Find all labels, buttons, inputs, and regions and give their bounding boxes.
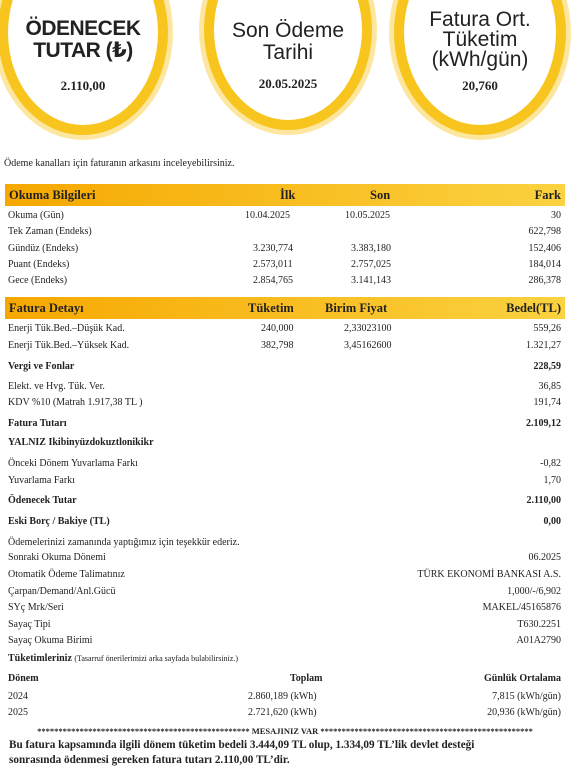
reading-label: Gece (Endeks): [8, 275, 68, 286]
invoice-item-cost: 559,26: [533, 323, 561, 334]
amount-in-words: YALNIZ Ikibinyüzdokuztlonikikr: [8, 437, 154, 448]
total-value: 2.860,189 (kWh): [248, 691, 317, 702]
amount-due-circle: [0, 0, 168, 135]
reading-last: 3.383,180: [351, 243, 391, 254]
payable-amount-label: Ödenecek Tutar: [8, 495, 77, 506]
invoice-total-label: Fatura Tutarı: [8, 418, 67, 429]
amount-due-value: 2.110,00: [60, 78, 106, 93]
info-row: [5, 618, 565, 634]
reading-row: [5, 274, 565, 290]
due-date-value: 20.05.2025: [258, 76, 318, 91]
reading-label: Tek Zaman (Endeks): [8, 226, 92, 237]
amount-in-words-row: [5, 436, 565, 452]
consumption-header: Tüketim: [248, 301, 294, 315]
info-value: MAKEL/45165876: [482, 602, 561, 613]
rounding-label: Yuvarlama Farkı: [8, 475, 75, 486]
reading-last-header: Son: [370, 188, 391, 202]
reading-first: 2.854,765: [253, 275, 293, 286]
old-debt-row: [5, 515, 565, 531]
info-label: SYç Mrk/Seri: [8, 602, 64, 613]
reading-info-title: Okuma Bilgileri: [9, 188, 96, 202]
consumption-title: Tüketimleriniz: [8, 653, 72, 664]
tax-item-value: 191,74: [533, 397, 561, 408]
info-row: [5, 585, 565, 601]
info-label: Sayaç Tipi: [8, 619, 51, 630]
message-line-2: sonrasında ödenmesi gereken fatura tutarı 2.110,00 TL’dir.: [9, 754, 290, 766]
info-row: [5, 634, 565, 650]
cost-header: Bedel(TL): [506, 301, 561, 315]
amount-due-title-line-1: ÖDENECEK: [25, 17, 141, 40]
info-value: TÜRK EKONOMİ BANKASI A.S.: [417, 569, 561, 580]
info-label: Otomatik Ödeme Talimatınız: [8, 569, 125, 580]
avg-consumption-title-line-2: Tüketim: [442, 28, 518, 51]
invoice-item-unit-price: 2,33023100: [344, 323, 392, 334]
consumption-row: [5, 706, 565, 722]
info-value: 06.2025: [528, 552, 561, 563]
info-value: 1,000/-/6,902: [507, 586, 561, 597]
info-row: [5, 551, 565, 567]
taxes-value: 228,59: [533, 361, 561, 372]
daily-avg-value: 7,815 (kWh/gün): [492, 691, 561, 702]
due-date-title: [214, 20, 362, 64]
rounding-row: [5, 474, 565, 490]
info-row: [5, 601, 565, 617]
invoice-total-row: [5, 417, 565, 433]
reading-diff: 286,378: [528, 275, 561, 286]
tax-item-value: 36,85: [538, 381, 561, 392]
total-header: Toplam: [290, 673, 323, 684]
reading-first: 10.04.2025: [245, 210, 290, 221]
reading-first: 2.573,011: [253, 259, 293, 270]
reading-diff: 622,798: [528, 226, 561, 237]
avg-consumption-title-line-1: Fatura Ort.: [429, 8, 531, 31]
reading-label: Okuma (Gün): [8, 210, 64, 221]
rounding-value: -0,82: [540, 458, 561, 469]
old-debt-value: 0,00: [543, 516, 561, 527]
invoice-row: [5, 339, 565, 355]
taxes-row: [5, 360, 565, 376]
invoice-item-label: Enerji Tük.Bed.–Yüksek Kad.: [8, 340, 130, 351]
consumption-row: [5, 690, 565, 706]
reading-last: 3.141,143: [351, 275, 391, 286]
avg-consumption-value: 20,760: [462, 78, 498, 93]
info-value: T630.2251: [517, 619, 561, 630]
reading-diff: 30: [551, 210, 561, 221]
daily-avg-value: 20,936 (kWh/gün): [487, 707, 561, 718]
reading-info-header: [5, 184, 565, 206]
info-value: A01A2790: [516, 635, 561, 646]
amount-due-title-line-2: TUTAR (₺): [33, 39, 133, 62]
reading-diff-header: Fark: [534, 188, 561, 202]
thank-you-row: [5, 536, 565, 552]
reading-first: 3.230,774: [253, 243, 293, 254]
reading-row: [5, 209, 565, 225]
due-date-title-line-2: Tarihi: [262, 41, 314, 64]
avg-consumption-circle: [394, 0, 566, 135]
reading-label: Puant (Endeks): [8, 259, 70, 270]
reading-label: Gündüz (Endeks): [8, 243, 79, 254]
reading-diff: 152,406: [528, 243, 561, 254]
info-row: [5, 568, 565, 584]
avg-consumption-title: [404, 10, 556, 70]
invoice-item-label: Enerji Tük.Bed.–Düşük Kad.: [8, 323, 125, 334]
consumption-subtitle: (Tasarruf önerilerimizi arka sayfada bulabilirsiniz.): [74, 654, 238, 663]
info-label: Sayaç Okuma Birimi: [8, 635, 93, 646]
taxes-label: Vergi ve Fonlar: [8, 361, 75, 372]
invoice-detail-header: [5, 297, 565, 319]
message-line-1: Bu fatura kapsamında ilgili dönem tüketim bedeli 3.444,09 TL olup, 1.334,09 TL’lik devlet desteği: [9, 739, 475, 751]
reading-last: 2.757,025: [351, 259, 391, 270]
tax-item-row: [5, 380, 565, 396]
reading-row: [5, 242, 565, 258]
reading-diff: 184,014: [528, 259, 561, 270]
total-value: 2.721,620 (kWh): [248, 707, 317, 718]
period-value: 2025: [8, 707, 28, 718]
old-debt-label: Eski Borç / Bakiye (TL): [8, 516, 110, 527]
amount-due-title: [8, 18, 158, 62]
invoice-row: [5, 322, 565, 338]
avg-consumption-title-line-3: (kWh/gün): [431, 48, 529, 71]
invoice-detail-title: Fatura Detayı: [9, 301, 84, 315]
consumption-header-row: [5, 672, 565, 688]
unit-price-header: Birim Fiyat: [325, 301, 388, 315]
period-value: 2024: [8, 691, 28, 702]
rounding-label: Önceki Dönem Yuvarlama Farkı: [8, 458, 138, 469]
due-date-circle: [204, 0, 372, 130]
invoice-total-value: 2.109,12: [526, 418, 561, 429]
payment-channels-note: Ödeme kanalları için faturanın arkasını inceleyebilirsiniz.: [4, 158, 235, 169]
payable-amount-row: [5, 494, 565, 510]
thank-you-message: Ödemelerinizi zamanında yaptığımız için teşekkür ederiz.: [8, 537, 240, 548]
invoice-item-consumption: 240,000: [261, 323, 294, 334]
rounding-row: [5, 457, 565, 473]
tax-item-label: KDV %10 (Matrah 1.917,38 TL ): [8, 397, 143, 408]
due-date-title-line-1: Son Ödeme: [231, 19, 345, 42]
invoice-item-consumption: 382,798: [261, 340, 294, 351]
reading-last: 10.05.2025: [345, 210, 390, 221]
invoice-item-unit-price: 3,45162600: [344, 340, 392, 351]
consumption-title-wrap: [8, 653, 238, 664]
info-label: Sonraki Okuma Dönemi: [8, 552, 106, 563]
payable-amount-value: 2.110,00: [526, 495, 561, 506]
invoice-item-cost: 1.321,27: [526, 340, 561, 351]
daily-avg-header: Günlük Ortalama: [484, 673, 561, 684]
tax-item-row: [5, 396, 565, 412]
reading-row: [5, 258, 565, 274]
message-banner: ************************************************** MESAJINIZ VAR **************************************************: [37, 726, 533, 736]
reading-row: [5, 225, 565, 241]
rounding-value: 1,70: [543, 475, 561, 486]
period-header: Dönem: [8, 673, 39, 684]
reading-first-header: İlk: [280, 188, 296, 202]
info-label: Çarpan/Demand/Anl.Gücü: [8, 586, 116, 597]
consumption-section-title: [5, 652, 565, 668]
tax-item-label: Elekt. ve Hvg. Tük. Ver.: [8, 381, 105, 392]
